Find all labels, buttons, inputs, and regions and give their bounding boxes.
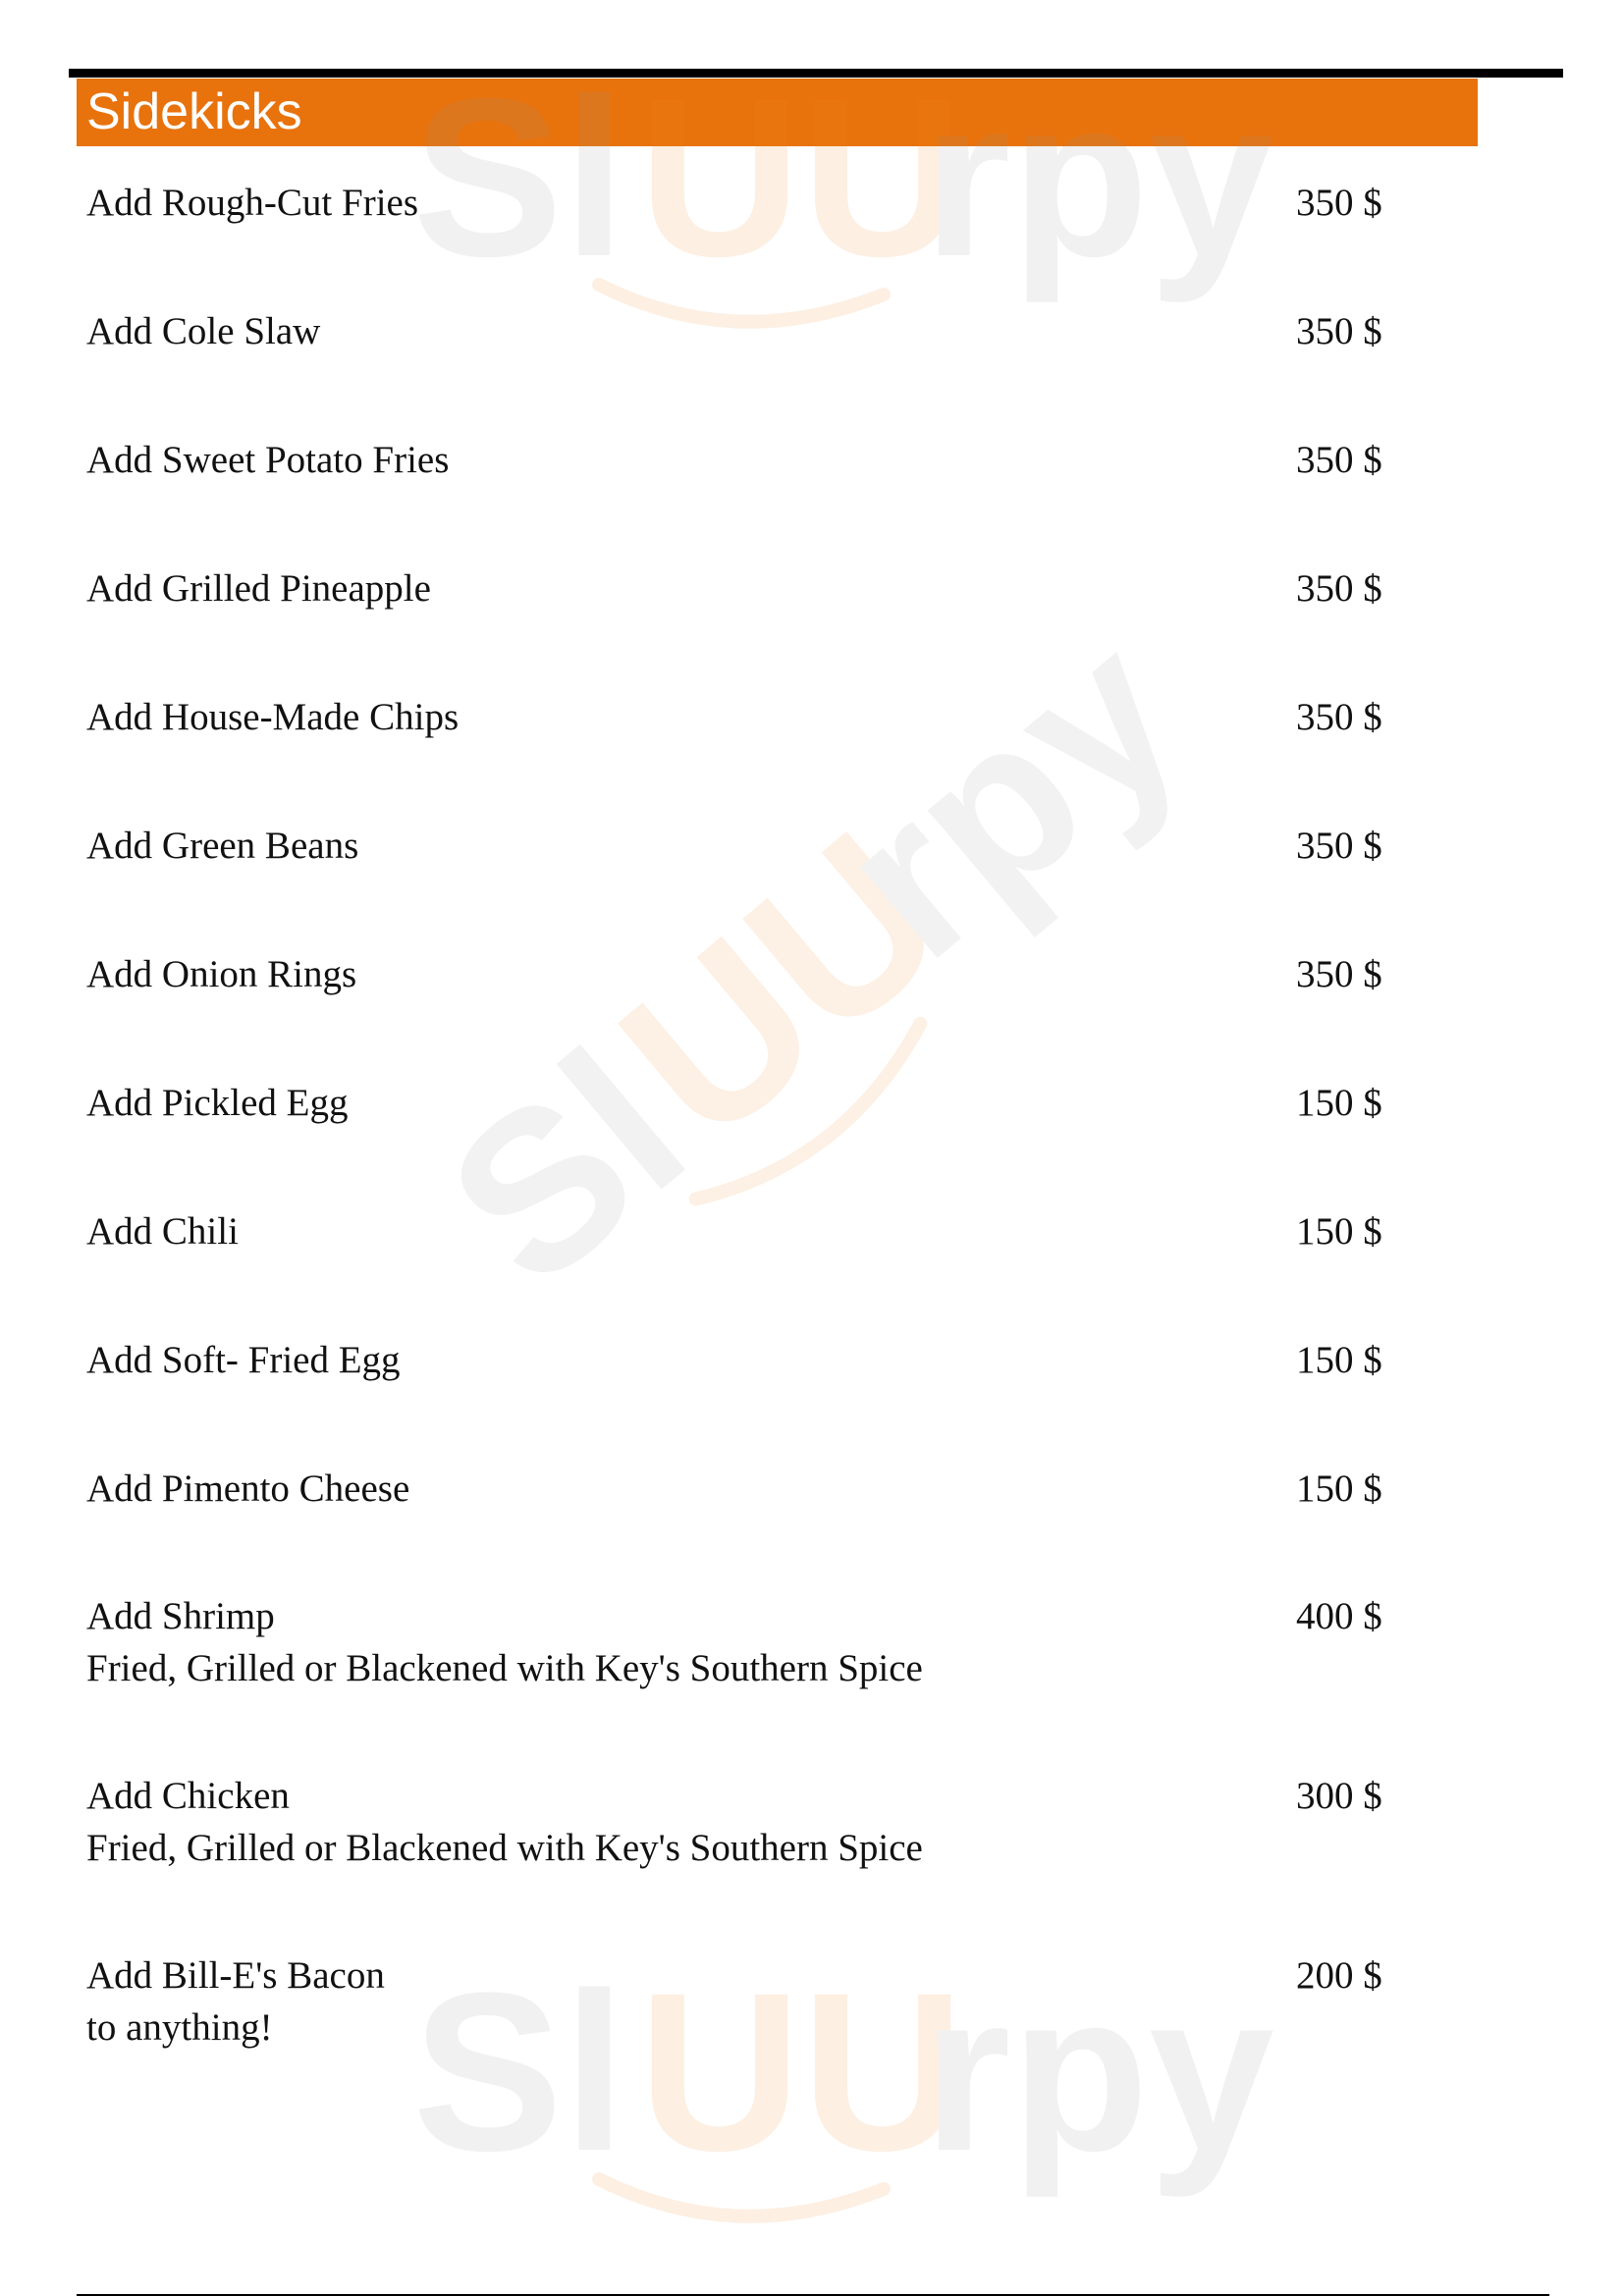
svg-text:rpy: rpy [923,51,1274,303]
item-price: 350 $ [1296,953,1382,995]
menu-item [86,1770,1402,1874]
item-name: Add Soft- Fried Egg [86,1339,401,1381]
item-description: to anything! [86,2006,273,2049]
item-description: Fried, Grilled or Blackened with Key's Southern Spice [86,1827,923,1869]
menu-item [86,177,1402,229]
svg-text:Sl: Sl [403,1002,729,1334]
item-price: 350 $ [1296,310,1382,352]
top-rule [69,69,1563,78]
section-header [77,79,1478,146]
menu-item [86,691,1402,743]
item-description: Fried, Grilled or Blackened with Key's Southern Spice [86,1647,923,1689]
svg-text:UU: UU [638,51,965,303]
item-name: Add Green Beans [86,825,359,867]
item-name: Add Chicken [86,1775,290,1817]
section-title: Sidekicks [86,83,302,140]
item-name: Add Pimento Cheese [86,1468,410,1510]
item-price: 350 $ [1296,182,1382,224]
item-name: Add Rough-Cut Fries [86,182,419,224]
item-price: 300 $ [1296,1775,1382,1817]
svg-text:UU: UU [575,784,989,1189]
item-price: 200 $ [1296,1954,1382,1997]
item-price: 150 $ [1296,1339,1382,1381]
svg-text:Sl: Sl [412,51,626,303]
menu-item [86,305,1402,357]
svg-text:rpy: rpy [793,585,1225,1005]
item-name: Add Bill-E's Bacon [86,1954,385,1997]
item-name: Add Pickled Egg [86,1082,349,1124]
item-price: 150 $ [1296,1468,1382,1510]
svg-text:UU: UU [638,1946,965,2198]
item-name: Add Onion Rings [86,953,357,995]
menu-item [86,1590,1402,1694]
menu-item [86,1077,1402,1129]
menu-item [86,948,1402,1000]
item-price: 350 $ [1296,696,1382,738]
item-name: Add Cole Slaw [86,310,321,352]
menu-item [86,1949,1402,2054]
menu-item [86,820,1402,872]
menu-item [86,1334,1402,1386]
menu-item [86,562,1402,614]
item-price: 400 $ [1296,1595,1382,1637]
item-price: 150 $ [1296,1082,1382,1124]
svg-text:rpy: rpy [923,1946,1274,2198]
menu-item [86,1463,1402,1515]
menu-item [86,434,1402,486]
item-price: 350 $ [1296,567,1382,610]
item-name: Add House-Made Chips [86,696,460,738]
item-name: Add Shrimp [86,1595,275,1637]
item-price: 350 $ [1296,825,1382,867]
svg-text:Sl: Sl [412,1946,626,2198]
item-name: Add Chili [86,1210,239,1253]
item-price: 150 $ [1296,1210,1382,1253]
item-price: 350 $ [1296,439,1382,481]
menu-item [86,1205,1402,1257]
item-name: Add Grilled Pineapple [86,567,431,610]
item-name: Add Sweet Potato Fries [86,439,450,481]
